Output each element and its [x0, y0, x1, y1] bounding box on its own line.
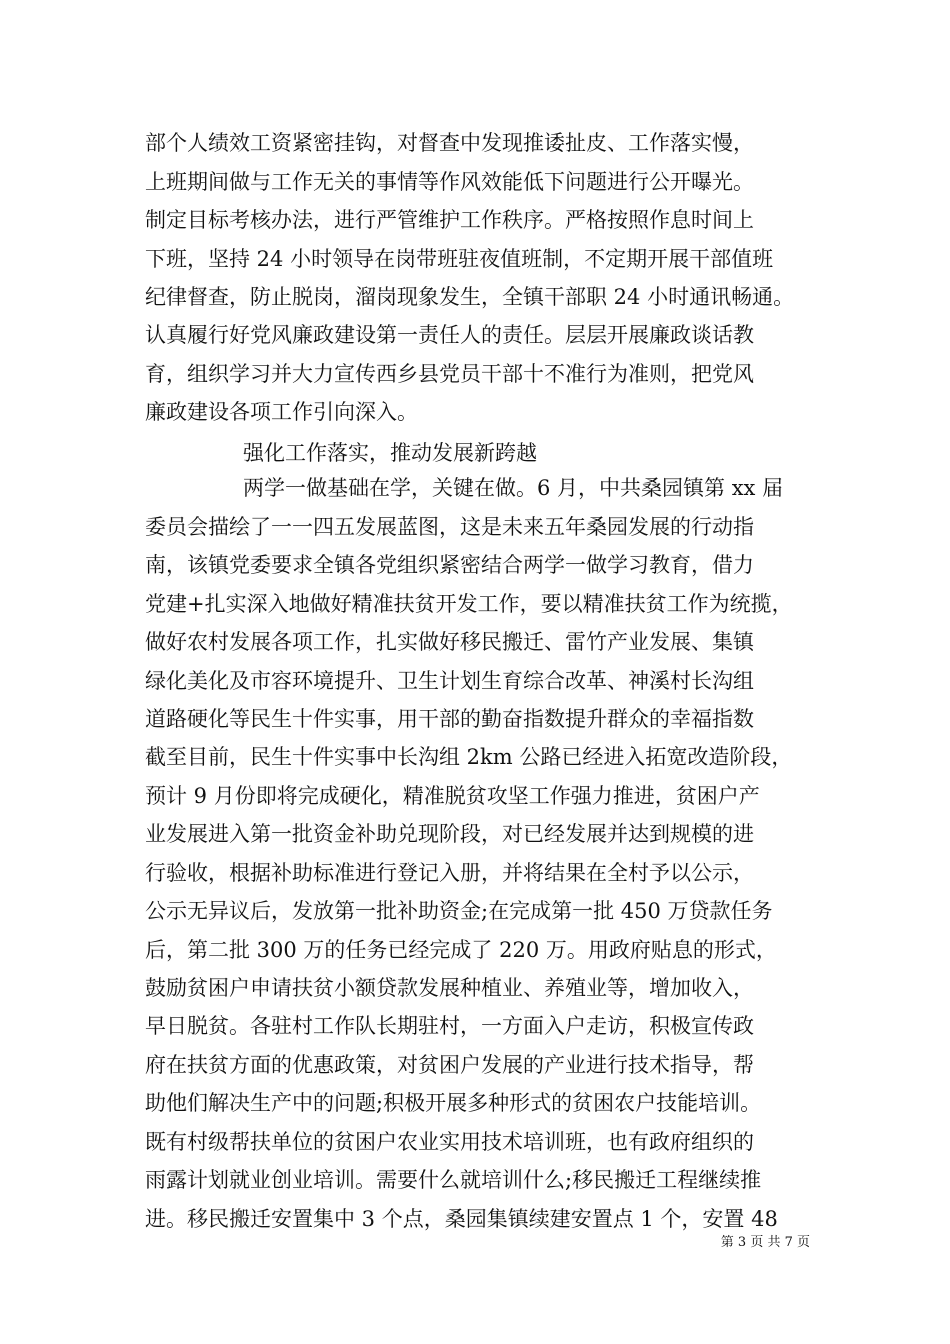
text-line: 党建+扎实深入地做好精准扶贫开发工作，要以精准扶贫工作为统揽，: [145, 592, 793, 616]
text-line: 南，该镇党委要求全镇各党组织紧密结合两学一做学习教育，借力: [145, 553, 754, 577]
text-line: 雨露计划就业创业培训。需要什么就培训什么;移民搬迁工程继续推: [145, 1168, 762, 1192]
text-line: 绿化美化及市容环境提升、卫生计划生育综合改革、神溪村长沟组: [145, 669, 754, 693]
text-line: 做好农村发展各项工作，扎实做好移民搬迁、雷竹产业发展、集镇: [145, 630, 754, 654]
text-line: 认真履行好党风廉政建设第一责任人的责任。层层开展廉政谈话教: [145, 323, 754, 347]
text-line: 部个人绩效工资紧密挂钩，对督查中发现推诿扯皮、工作落实慢，: [145, 131, 754, 155]
text-line: 公示无异议后，发放第一批补助资金;在完成第一批 450 万贷款任务: [145, 899, 773, 923]
text-line: 纪律督查，防止脱岗，溜岗现象发生，全镇干部职 24 小时通讯畅通。: [145, 285, 795, 309]
text-line: 行验收，根据补助标准进行登记入册，并将结果在全村予以公示，: [145, 861, 754, 885]
text-line: 助他们解决生产中的问题;积极开展多种形式的贫困农户技能培训。: [145, 1091, 762, 1115]
text-line: 后，第二批 300 万的任务已经完成了 220 万。用政府贴息的形式，: [145, 938, 777, 962]
text-line: 制定目标考核办法，进行严管维护工作秩序。严格按照作息时间上: [145, 208, 754, 232]
text-line: 两学一做基础在学，关键在做。6 月，中共桑园镇第 xx 届: [243, 476, 784, 500]
text-line: 业发展进入第一批资金补助兑现阶段，对已经发展并达到规模的进: [145, 822, 754, 846]
text-line: 府在扶贫方面的优惠政策，对贫困户发展的产业进行技术指导，帮: [145, 1053, 754, 1077]
text-line: 委员会描绘了一一四五发展蓝图，这是未来五年桑园发展的行动指: [145, 515, 754, 539]
page-number-footer: 第 3 页 共 7 页: [720, 1235, 810, 1250]
section-heading: 强化工作落实，推动发展新跨越: [243, 441, 537, 465]
text-line: 截至目前，民生十件实事中长沟组 2km 公路已经进入拓宽改造阶段，: [145, 745, 793, 769]
text-line: 鼓励贫困户申请扶贫小额贷款发展种植业、养殖业等，增加收入，: [145, 976, 754, 1000]
text-line: 上班期间做与工作无关的事情等作风效能低下问题进行公开曝光。: [145, 170, 754, 194]
text-line: 廉政建设各项工作引向深入。: [145, 400, 418, 424]
text-line: 预计 9 月份即将完成硬化，精准脱贫攻坚工作强力推进，贫困户产: [145, 784, 760, 808]
text-line: 既有村级帮扶单位的贫困户农业实用技术培训班，也有政府组织的: [145, 1130, 754, 1154]
text-line: 育，组织学习并大力宣传西乡县党员干部十不准行为准则，把党风: [145, 362, 754, 386]
text-line: 下班，坚持 24 小时领导在岗带班驻夜值班制，不定期开展干部值班: [145, 247, 774, 271]
text-line: 早日脱贫。各驻村工作队长期驻村，一方面入户走访，积极宣传政: [145, 1014, 754, 1038]
text-line: 进。移民搬迁安置集中 3 个点，桑园集镇续建安置点 1 个，安置 48: [145, 1207, 778, 1231]
text-line: 道路硬化等民生十件实事，用干部的勤奋指数提升群众的幸福指数: [145, 707, 754, 731]
